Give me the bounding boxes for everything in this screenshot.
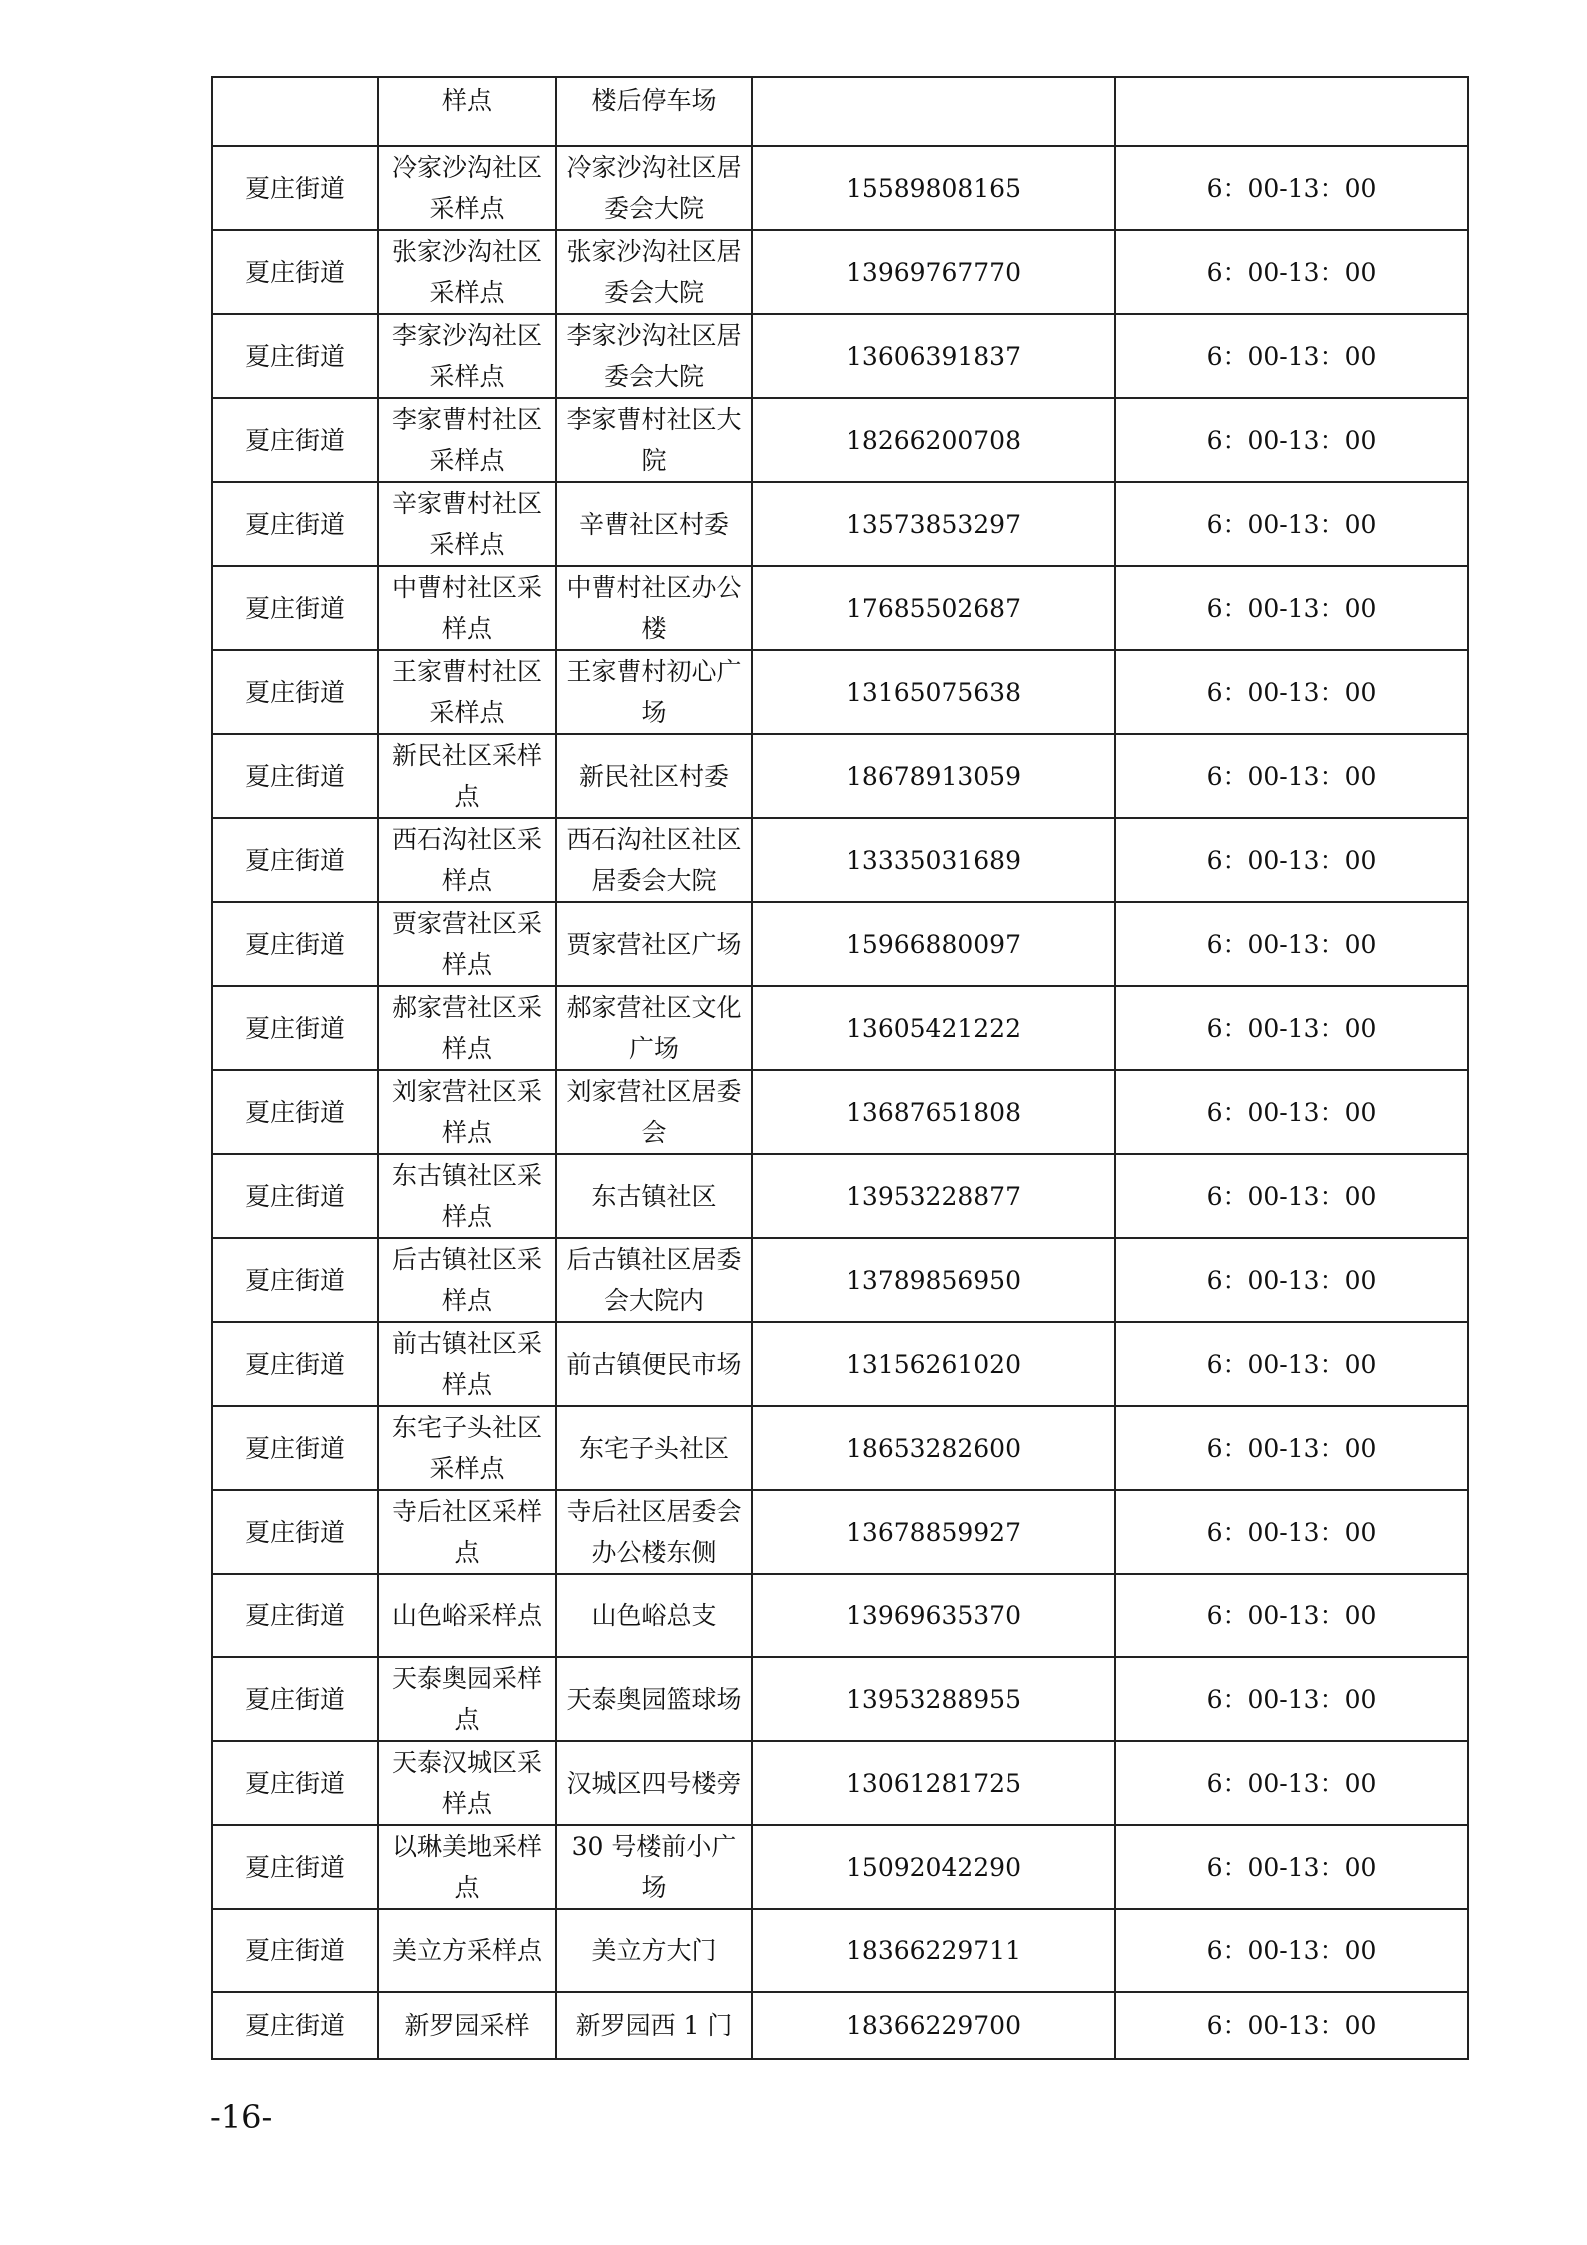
site-cell: 山色峪采样点 [378, 1574, 556, 1657]
table-row [212, 566, 1468, 650]
phone-cell: 13953228877 [752, 1154, 1115, 1238]
address-cell: 寺后社区居委会办公楼东侧 [556, 1490, 752, 1574]
page-number: -16- [210, 2098, 273, 2136]
site-cell: 美立方采样点 [378, 1909, 556, 1992]
table-row [212, 1238, 1468, 1322]
table-body [212, 77, 1468, 2059]
hours-cell: 6：00-13：00 [1115, 1154, 1468, 1238]
site-cell: 李家沙沟社区采样点 [378, 314, 556, 398]
street-cell: 夏庄街道 [212, 1574, 378, 1657]
street-cell: 夏庄街道 [212, 1070, 378, 1154]
table-row [212, 1322, 1468, 1406]
phone-cell: 17685502687 [752, 566, 1115, 650]
address-cell: 李家曹村社区大院 [556, 398, 752, 482]
phone-cell: 13573853297 [752, 482, 1115, 566]
table-row [212, 650, 1468, 734]
hours-cell: 6：00-13：00 [1115, 1322, 1468, 1406]
street-cell: 夏庄街道 [212, 1238, 378, 1322]
site-cell: 东宅子头社区采样点 [378, 1406, 556, 1490]
phone-cell: 13687651808 [752, 1070, 1115, 1154]
street-cell: 夏庄街道 [212, 1322, 378, 1406]
phone-cell: 13969767770 [752, 230, 1115, 314]
phone-cell: 13678859927 [752, 1490, 1115, 1574]
phone-cell: 15092042290 [752, 1825, 1115, 1909]
hours-cell: 6：00-13：00 [1115, 1070, 1468, 1154]
hours-cell: 6：00-13：00 [1115, 1909, 1468, 1992]
phone-cell [752, 77, 1115, 146]
table-row [212, 1070, 1468, 1154]
table-row [212, 1909, 1468, 1992]
street-cell: 夏庄街道 [212, 1657, 378, 1741]
hours-cell: 6：00-13：00 [1115, 1992, 1468, 2059]
site-cell: 西石沟社区采样点 [378, 818, 556, 902]
site-cell: 刘家营社区采样点 [378, 1070, 556, 1154]
street-cell: 夏庄街道 [212, 1909, 378, 1992]
site-cell: 新罗园采样 [378, 1992, 556, 2059]
table-row [212, 482, 1468, 566]
table-row [212, 1992, 1468, 2059]
street-cell: 夏庄街道 [212, 902, 378, 986]
street-cell [212, 77, 378, 146]
address-cell: 前古镇便民市场 [556, 1322, 752, 1406]
site-cell: 样点 [378, 77, 556, 146]
street-cell: 夏庄街道 [212, 986, 378, 1070]
hours-cell: 6：00-13：00 [1115, 650, 1468, 734]
address-cell: 西石沟社区社区居委会大院 [556, 818, 752, 902]
site-cell: 前古镇社区采样点 [378, 1322, 556, 1406]
phone-cell: 13165075638 [752, 650, 1115, 734]
address-cell: 冷家沙沟社区居委会大院 [556, 146, 752, 230]
hours-cell: 6：00-13：00 [1115, 146, 1468, 230]
site-cell: 新民社区采样点 [378, 734, 556, 818]
hours-cell: 6：00-13：00 [1115, 1490, 1468, 1574]
site-cell: 李家曹村社区采样点 [378, 398, 556, 482]
hours-cell: 6：00-13：00 [1115, 1825, 1468, 1909]
site-cell: 贾家营社区采样点 [378, 902, 556, 986]
phone-cell: 13789856950 [752, 1238, 1115, 1322]
street-cell: 夏庄街道 [212, 1154, 378, 1238]
street-cell: 夏庄街道 [212, 230, 378, 314]
hours-cell: 6：00-13：00 [1115, 818, 1468, 902]
table-row [212, 1825, 1468, 1909]
hours-cell: 6：00-13：00 [1115, 734, 1468, 818]
hours-cell: 6：00-13：00 [1115, 482, 1468, 566]
address-cell: 新民社区村委 [556, 734, 752, 818]
street-cell: 夏庄街道 [212, 482, 378, 566]
hours-cell [1115, 77, 1468, 146]
address-cell: 美立方大门 [556, 1909, 752, 1992]
phone-cell: 13969635370 [752, 1574, 1115, 1657]
hours-cell: 6：00-13：00 [1115, 1574, 1468, 1657]
phone-cell: 18678913059 [752, 734, 1115, 818]
address-cell: 天泰奥园篮球场 [556, 1657, 752, 1741]
site-cell: 冷家沙沟社区采样点 [378, 146, 556, 230]
table-row [212, 1657, 1468, 1741]
table-row [212, 1741, 1468, 1825]
hours-cell: 6：00-13：00 [1115, 314, 1468, 398]
site-cell: 天泰奥园采样点 [378, 1657, 556, 1741]
street-cell: 夏庄街道 [212, 398, 378, 482]
table-row [212, 230, 1468, 314]
table-row [212, 398, 1468, 482]
table-row [212, 1406, 1468, 1490]
street-cell: 夏庄街道 [212, 314, 378, 398]
hours-cell: 6：00-13：00 [1115, 1657, 1468, 1741]
hours-cell: 6：00-13：00 [1115, 902, 1468, 986]
street-cell: 夏庄街道 [212, 566, 378, 650]
address-cell: 山色峪总支 [556, 1574, 752, 1657]
site-cell: 东古镇社区采样点 [378, 1154, 556, 1238]
hours-cell: 6：00-13：00 [1115, 1238, 1468, 1322]
street-cell: 夏庄街道 [212, 1825, 378, 1909]
address-cell: 王家曹村初心广场 [556, 650, 752, 734]
address-cell: 汉城区四号楼旁 [556, 1741, 752, 1825]
site-cell: 辛家曹村社区采样点 [378, 482, 556, 566]
street-cell: 夏庄街道 [212, 818, 378, 902]
phone-cell: 18266200708 [752, 398, 1115, 482]
hours-cell: 6：00-13：00 [1115, 1406, 1468, 1490]
street-cell: 夏庄街道 [212, 1406, 378, 1490]
street-cell: 夏庄街道 [212, 1741, 378, 1825]
hours-cell: 6：00-13：00 [1115, 986, 1468, 1070]
phone-cell: 18366229711 [752, 1909, 1115, 1992]
site-cell: 王家曹村社区采样点 [378, 650, 556, 734]
address-cell: 张家沙沟社区居委会大院 [556, 230, 752, 314]
site-cell: 张家沙沟社区采样点 [378, 230, 556, 314]
street-cell: 夏庄街道 [212, 1992, 378, 2059]
table-row [212, 314, 1468, 398]
phone-cell: 13156261020 [752, 1322, 1115, 1406]
table-row [212, 1154, 1468, 1238]
phone-cell: 18366229700 [752, 1992, 1115, 2059]
hours-cell: 6：00-13：00 [1115, 398, 1468, 482]
phone-cell: 13953288955 [752, 1657, 1115, 1741]
address-cell: 刘家营社区居委会 [556, 1070, 752, 1154]
site-cell: 寺后社区采样点 [378, 1490, 556, 1574]
address-cell: 辛曹社区村委 [556, 482, 752, 566]
hours-cell: 6：00-13：00 [1115, 230, 1468, 314]
phone-cell: 13606391837 [752, 314, 1115, 398]
site-cell: 后古镇社区采样点 [378, 1238, 556, 1322]
table-row [212, 902, 1468, 986]
address-cell: 后古镇社区居委会大院内 [556, 1238, 752, 1322]
table-row-continued [212, 77, 1468, 146]
address-cell: 30 号楼前小广场 [556, 1825, 752, 1909]
address-cell: 东宅子头社区 [556, 1406, 752, 1490]
site-cell: 中曹村社区采样点 [378, 566, 556, 650]
table-row [212, 986, 1468, 1070]
table-row [212, 734, 1468, 818]
table-row [212, 1490, 1468, 1574]
hours-cell: 6：00-13：00 [1115, 566, 1468, 650]
site-cell: 以琳美地采样点 [378, 1825, 556, 1909]
sampling-sites-table [211, 76, 1469, 2060]
address-cell: 中曹村社区办公楼 [556, 566, 752, 650]
table-row [212, 1574, 1468, 1657]
phone-cell: 13061281725 [752, 1741, 1115, 1825]
address-cell: 李家沙沟社区居委会大院 [556, 314, 752, 398]
table-row [212, 818, 1468, 902]
site-cell: 郝家营社区采样点 [378, 986, 556, 1070]
phone-cell: 13335031689 [752, 818, 1115, 902]
phone-cell: 15589808165 [752, 146, 1115, 230]
site-cell: 天泰汉城区采样点 [378, 1741, 556, 1825]
address-cell: 新罗园西 1 门 [556, 1992, 752, 2059]
street-cell: 夏庄街道 [212, 146, 378, 230]
phone-cell: 15966880097 [752, 902, 1115, 986]
address-cell: 东古镇社区 [556, 1154, 752, 1238]
street-cell: 夏庄街道 [212, 734, 378, 818]
phone-cell: 18653282600 [752, 1406, 1115, 1490]
table-row [212, 146, 1468, 230]
address-cell: 楼后停车场 [556, 77, 752, 146]
street-cell: 夏庄街道 [212, 650, 378, 734]
phone-cell: 13605421222 [752, 986, 1115, 1070]
street-cell: 夏庄街道 [212, 1490, 378, 1574]
address-cell: 贾家营社区广场 [556, 902, 752, 986]
hours-cell: 6：00-13：00 [1115, 1741, 1468, 1825]
address-cell: 郝家营社区文化广场 [556, 986, 752, 1070]
